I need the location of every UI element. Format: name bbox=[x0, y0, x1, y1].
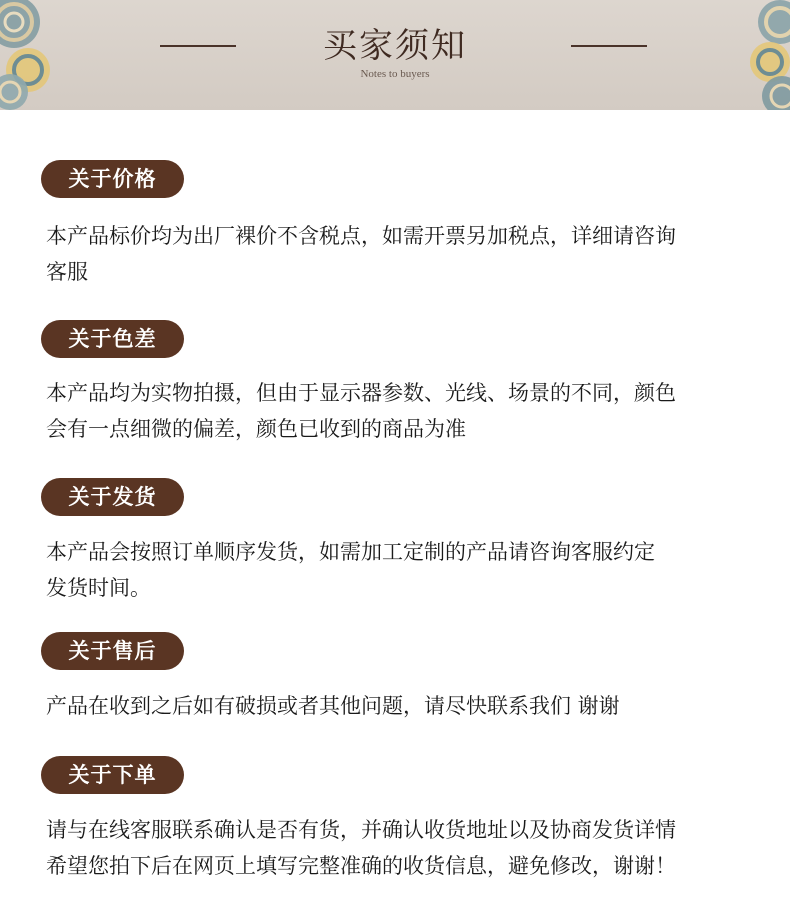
header-banner bbox=[0, 0, 790, 110]
section-heading-badge: 关于发货 bbox=[41, 478, 184, 516]
page-subtitle: Notes to buyers bbox=[360, 68, 430, 80]
body-line: 发货时间。 bbox=[46, 576, 151, 600]
section-body bbox=[46, 688, 766, 724]
body-line: 客服 bbox=[46, 260, 88, 284]
body-line: 本产品均为实物拍摄，但由于显示器参数、光线、场景的不同，颜色 bbox=[46, 381, 676, 405]
section-body bbox=[46, 375, 766, 447]
body-line: 希望您拍下后在网页上填写完整准确的收货信息，避免修改，谢谢！ bbox=[46, 854, 676, 878]
section-body bbox=[46, 812, 766, 884]
section-body bbox=[46, 534, 766, 606]
section-heading-badge: 关于价格 bbox=[41, 160, 184, 198]
body-line: 会有一点细微的偏差，颜色已收到的商品为准 bbox=[46, 417, 466, 441]
section-heading-badge: 关于下单 bbox=[41, 756, 184, 794]
page-title: 买家须知 bbox=[323, 26, 467, 66]
section-heading-badge: 关于售后 bbox=[41, 632, 184, 670]
body-line: 本产品标价均为出厂裸价不含税点，如需开票另加税点，详细请咨询 bbox=[46, 224, 676, 248]
body-line: 产品在收到之后如有破损或者其他问题，请尽快联系我们 谢谢 bbox=[46, 694, 620, 718]
section-heading-badge: 关于色差 bbox=[41, 320, 184, 358]
body-line: 本产品会按照订单顺序发货，如需加工定制的产品请咨询客服约定 bbox=[46, 540, 655, 564]
body-line: 请与在线客服联系确认是否有货，并确认收货地址以及协商发货详情 bbox=[46, 818, 676, 842]
section-body bbox=[46, 218, 766, 290]
